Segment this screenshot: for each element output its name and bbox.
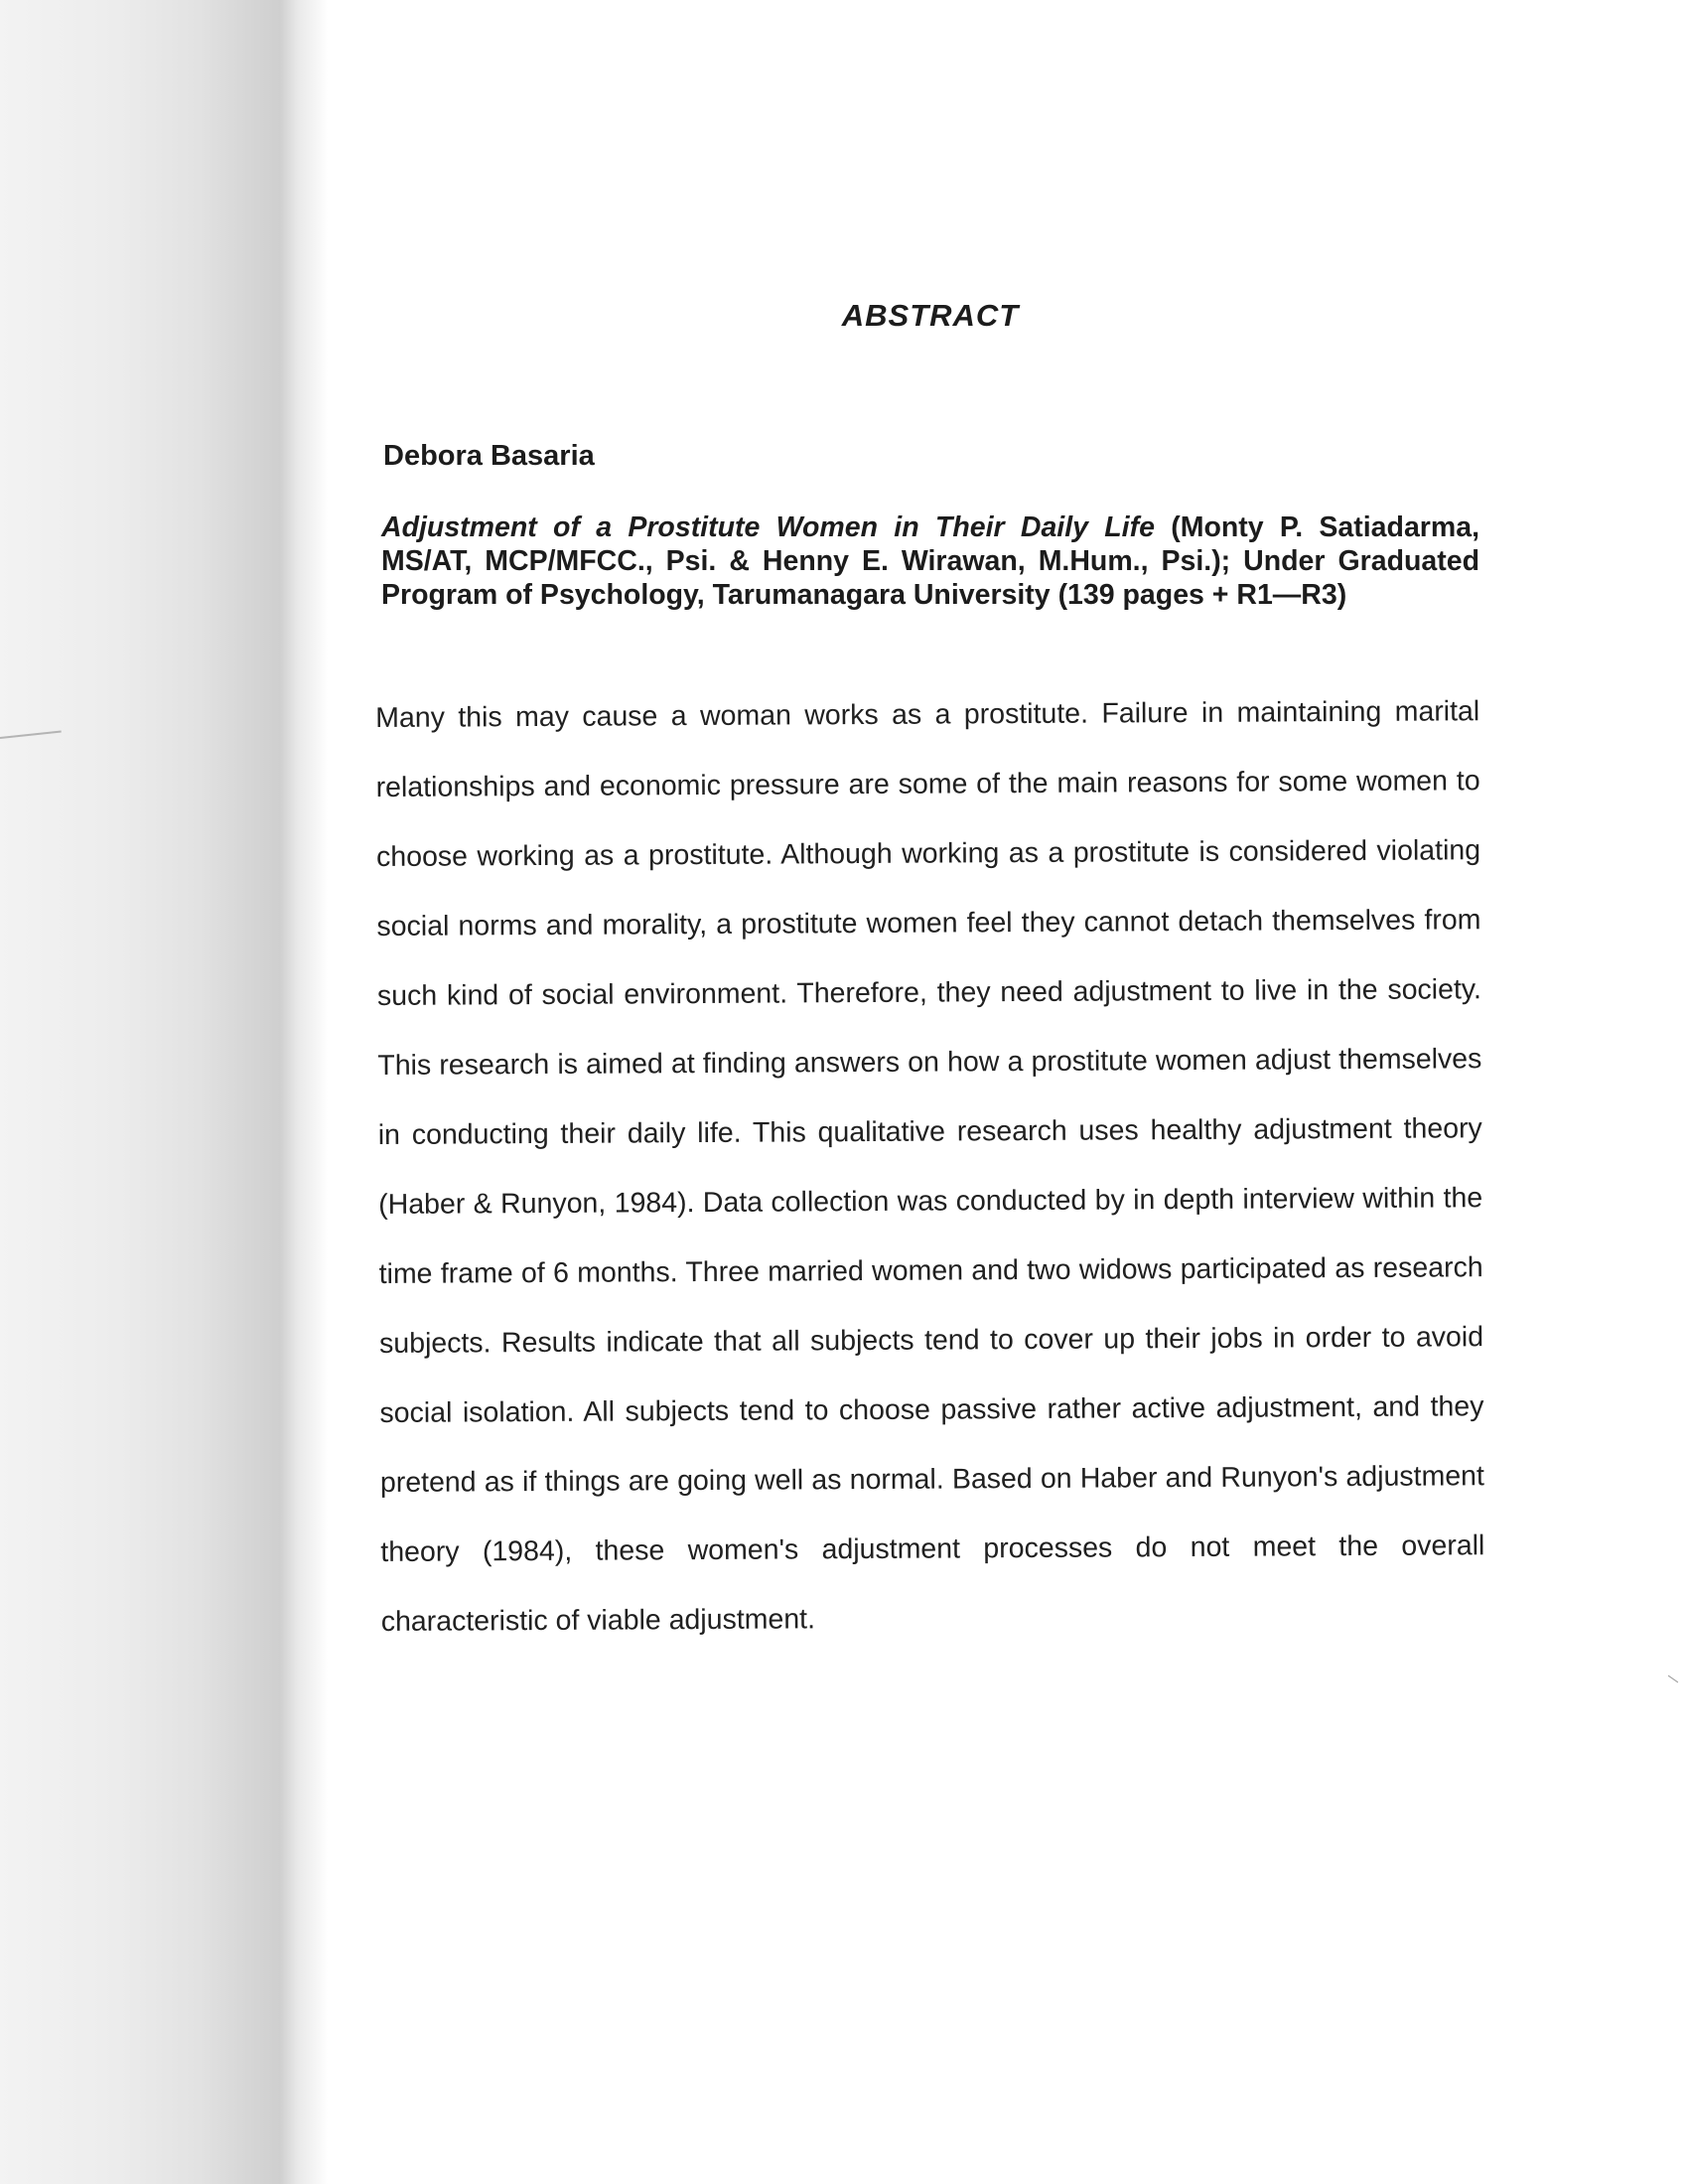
abstract-heading: ABSTRACT <box>841 298 1020 333</box>
book-gutter-shadow <box>0 0 328 2184</box>
abstract-body: Many this may cause a woman works as a prostitute. Failure in maintaining marital relationships and economic pressure are some of the main reasons for some women to choose working as a prostitute. Although working as a prostitute is considered violating social norms and morality, a prostitute women feel they cannot detach themselves from such kind of social environment. Therefore, they need adjustment to live in the society. This research is aimed at finding answers on how a prostitute women adjust themselves in conducting their daily life. This qualitative research uses healthy adjustment theory (Haber & Runyon, 1984). Data collection was conducted by in depth interview within the time frame of 6 months. Three married women and two widows participated as research subjects. Results indicate that all subjects tend to cover up their jobs in order to avoid social isolation. All subjects tend to choose passive rather active adjustment, and they pretend as if things are going well as normal. Based on Haber and Runyon's adjustment theory (1984), these women's adjustment processes do not meet the overall characteristic of viable adjustment. <box>375 695 1485 1638</box>
author-name: Debora Basaria <box>383 440 595 472</box>
thesis-details: (Monty P. Satiadarma, MS/AT, MCP/MFCC., Psi. & Henny E. Wirawan, M.Hum., Psi.); Under Graduated Program of Psychology, Tarumanagara University (139 pages + R1—R3) <box>381 511 1479 611</box>
thesis-title: Adjustment of a Prostitute Women in Their Daily Life <box>381 511 1155 543</box>
scan-mark-right <box>1668 1675 1678 1683</box>
thesis-citation <box>381 510 1479 612</box>
